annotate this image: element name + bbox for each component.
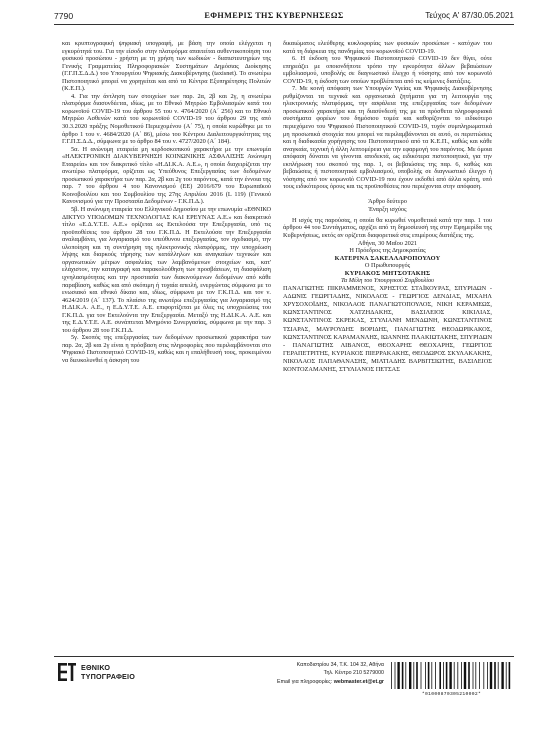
signing-date: Αθήνα, 30 Μαΐου 2021: [357, 239, 418, 247]
gazette-title: ΕΦΗΜΕΡΙΣ ΤΗΣ ΚΥΒΕΡΝΗΣΕΩΣ: [204, 11, 344, 20]
issue-number: Τεύχος A' 87/30.05.2021: [425, 11, 514, 20]
email-label: Email για πληροφορίες:: [277, 678, 333, 685]
president-name: ΚΑΤΕΡΙΝΑ ΣΑΚΕΛΛΑΡΟΠΟΥΛΟΥ: [334, 254, 441, 262]
header-divider: [54, 24, 514, 25]
paragraph: 5γ. Σκοπός της επεξεργασίας των δεδομένων προσωπικού χαρακτήρα των παρ. 2α, 2β και 2γ είναι η πρόσβαση στις πληροφορίες που περιλαμβάνονται στο Ψηφιακό Πιστοποιητικό COVID-19, καθώς και η επαλήθευσή τους, προκειμένου να διευκολυνθεί η άσκηση του: [62, 334, 271, 364]
barcode: [389, 661, 514, 697]
email-link[interactable]: webmaster.et@et.gr: [333, 678, 384, 685]
article-title: Άρθρο δεύτερο: [368, 197, 407, 205]
national-printing-office-logo-icon: [58, 663, 76, 681]
logo-text: [81, 663, 135, 681]
president-role: Η Πρόεδρος της Δημοκρατίας: [349, 247, 426, 255]
prime-minister-name: ΚΥΡΙΑΚΟΣ ΜΗΤΣΟΤΑΚΗΣ: [344, 269, 431, 277]
paragraph: 5β. Η ανώνυμη εταιρεία του Ελληνικού Δημοσίου με την επωνυμία «ΕΘΝΙΚΟ ΔΙΚΤΥΟ ΥΠΟΔΟΜΩΝ ΤΕΧΝΟΛΟΓΙΑΣ ΚΑΙ ΕΡΕΥΝΑΣ Α.Ε.» και διακριτικό τίτλο «Ε.Δ.Υ.Τ.Ε. Α.Ε.» ορίζεται ως Εκτελούσα την Επεξεργασία, υπό τις προϋποθέσεις του άρθρου 28 του Γ.Κ.Π.Δ. Η Εκτελούσα την Επεξεργασία αναλαμβάνει, για λογαριασμό του υπεύθυνου επεξεργασίας, τον σχεδιασμό, την υλοποίηση και τη συντήρηση της ηλεκτρονικής πλατφόρμας, την υποχρέωση λήψης και διαρκούς τήρησης των κατάλληλων και αναγκαίων τεχνικών και οργανωτικών μέτρων ασφαλείας των λαμβανόμενων στοιχείων και, κατ' ελάχιστον, την καταγραφή και παρακολούθηση των προσβάσεων, τη διασφάλιση ιχνηλασιμότητας και την προστασία των διακινούμενων δεδομένων από κάθε παραβίαση, καθώς και από σκόπιμη ή τυχαία απειλή, ενεργώντας σύμφωνα με το ενωσιακό και εθνικό δίκαιο και, ιδίως, σύμφωνα με τον Γ.Κ.Π.Δ. και τον ν. 4624/2019 (Α΄ 137). Το πλαίσιο της ανωτέρω επεξεργασίας για λογαριασμό της Η.ΔΙ.Κ.Α. Α.Ε., η Ε.Δ.Υ.Τ.Ε. Α.Ε. επιφορτίζεται με όλες τις υποχρεώσεις του Γ.Κ.Π.Δ. για τον Εκτελούντα την Επεξεργασία. Μεταξύ της Η.ΔΙ.Κ.Α. Α.Ε. και της Ε.Δ.Υ.Τ.Ε. Α.Ε. συνάπτεται Μνημόνιο Συνεργασίας, σύμφωνα με την παρ. 3 του άρθρου 28 του Γ.Κ.Π.Δ.: [62, 206, 271, 334]
paragraph: Η ισχύς της παρούσας, η οποία θα κυρωθεί νομοθετικά κατά την παρ. 1 του άρθρου 44 του Συντάγματος, αρχίζει από τη δημοσίευσή της στην Εφημερίδα της Κυβερνήσεως, εκτός αν ορίζεται διαφορετικά στις επιμέρους διατάξεις της.: [283, 216, 492, 240]
email-line: [224, 678, 384, 686]
page-header: [54, 11, 514, 25]
cabinet-members-heading: Τα Μέλη του Υπουργικού Συμβουλίου: [340, 277, 435, 285]
right-column: [283, 40, 492, 375]
paragraph: 4. Για την άντληση των στοιχείων των παρ. 2α, 2β και 2γ, η ανωτέρω πλατφόρμα διασυνδέεται, ιδίως, με το Εθνικό Μητρώο Εμβολιασμών κατά του κορωνοϊού COVID-19 του άρθρου 55 του ν. 4764/2020 (Α΄ 256) και το Εθνικό Μητρώο Ασθενών κατά του κορωνοϊού COVID-19 του άρθρου 29 της από 30.3.2020 πράξης Νομοθετικού Περιεχομένου (Α΄ 75), η οποία κυρώθηκε με το άρθρο 1 του ν. 4684/2020 (Α΄ 86), μέσω του Κέντρου Διαλειτουργικότητας της Γ.Γ.Π.Σ.Δ.Δ., σύμφωνα με το άρθρο 84 του ν. 4727/2020 (Α΄ 184).: [62, 92, 271, 146]
page-footer: [54, 659, 514, 717]
barcode-icon: [389, 661, 514, 691]
page-number: 7790: [54, 11, 74, 21]
article-subtitle: Έναρξη ισχύος: [368, 205, 407, 213]
logo-line: ΤΥΠΟΓΡΑΦΕΙΟ: [81, 672, 136, 681]
left-column: [62, 40, 271, 365]
prime-minister-role: Ο Πρωθυπουργός: [364, 262, 411, 270]
paragraph: δικαιώματος ελεύθερης κυκλοφορίας των φυσικών προσώπων - κατόχων του κατά τη διάρκεια της πανδημίας του κορωνοϊού COVID-19.: [283, 40, 492, 55]
barcode-number: *01000870305210002*: [421, 692, 482, 697]
paragraph: 7. Με κοινή απόφαση των Υπουργών Υγείας και Ψηφιακής Διακυβέρνησης ρυθμίζονται τα τεχνικά και οργανωτικά ζητήματα για τη λειτουργία της ηλεκτρονικής πλατφόρμας, την ασφάλεια της επεξεργασίας των δεδομένων προσωπικού χαρακτήρα και τη διασύνδεσή της με τα πρόσθετα πληροφοριακά συστήματα φορέων του δημόσιου τομέα και καθορίζονται το ειδικότερο περιεχόμενο του Ψηφιακού Πιστοποιητικού COVID-19, τυχόν συμπληρωματικά μη προσωπικά στοιχεία που μπορεί να περιλαμβάνονται σε αυτό, οι περιπτώσεις και η διαδικασία χορήγησης του Πιστοποιητικού από τα Κ.Ε.Π., καθώς και κάθε αναγκαία, τεχνική ή άλλη λεπτομέρεια για την εφαρμογή του παρόντος. Με όμοια απόφαση δύναται να γίνονται αποδεκτά, ως ειδικότερα πιστοποιητικά, για την εκπλήρωση του σκοπού της παρ. 1, οι βεβαιώσεις της παρ. 6, καθώς και βεβαιώσεις ή πιστοποιητικά εμβολιασμού, υποβολής σε διαγνωστικό έλεγχο ή νόσησης από τον κορωνοϊό COVID-19 που έχουν εκδοθεί από άλλα κράτη, υπό τους ειδικότερους όρους και τις προϋποθέσεις που περιέχονται στην απόφαση.: [283, 85, 492, 191]
address: Καποδιστρίου 34, Τ.Κ. 104 32, Αθήνα: [296, 662, 384, 668]
paragraph: 5α. Η ανώνυμη εταιρεία μη κερδοσκοπικού χαρακτήρα με την επωνυμία «ΗΛΕΚΤΡΟΝΙΚΗ ΔΙΑΚΥΒΕΡΝΗΣΗ ΚΟΙΝΩΝΙΚΗΣ ΑΣΦΑΛΙΣΗΣ Ανώνυμη Εταιρεία» και τον διακριτικό τίτλο «Η.ΔΙ.Κ.Α. Α.Ε.», η οποία διαχειρίζεται την ανωτέρω πλατφόρμα, ορίζεται ως Υπεύθυνος Επεξεργασίας των δεδομένων προσωπικού χαρακτήρα των παρ. 2α, 2β και 2γ του παρόντος, κατά την έννοια της παρ. 7 του άρθρου 4 του Κανονισμού (ΕΕ) 2016/679 του Ευρωπαϊκού Κοινοβουλίου και του Συμβουλίου της 27ης Απριλίου 2016 (L 119) (Γενικού Κανονισμού για την Προστασία Δεδομένων - Γ.Κ.Π.Δ.).: [62, 145, 272, 206]
contact-info: [224, 661, 384, 686]
phone: Τηλ. Κέντρο 210 5279000: [323, 670, 384, 677]
paragraph: και κρυπτογραφική ψηφιακή υπογραφή, με βάση την οποία ελέγχεται η εγκυρότητά του. Για την είσοδο στην πλατφόρμα απαιτείται αυθεντικοποίηση του φυσικού προσώπου - χρήστη με τη χρήση των κωδικών - διαπιστευτηρίων της Γενικής Γραμματείας Πληροφοριακών Συστημάτων Δημόσιας Διοίκησης (Γ.Γ.Π.Σ.Δ.Δ.) του Υπουργείου Ψηφιακής Διακυβέρνησης (taxisnet). Το ανωτέρω Πιστοποιητικό μπορεί να χορηγείται και από τα Κέντρα Εξυπηρέτησης Πολιτών (Κ.Ε.Π.).: [62, 40, 271, 93]
logo-line: ΕΘΝΙΚΟ: [81, 663, 111, 672]
cabinet-members-list: ΠΑΝΑΓΙΩΤΗΣ ΠΙΚΡΑΜΜΕΝΟΣ, ΧΡΗΣΤΟΣ ΣΤΑΪΚΟΥΡΑΣ, ΣΠΥΡΙΔΩΝ - ΑΔΩΝΙΣ ΓΕΩΡΓΙΑΔΗΣ, ΝΙΚΟΛΑΟΣ - ΓΕΩΡΓΙΟΣ ΔΕΝΔΙΑΣ, ΜΙΧΑΗΛ ΧΡΥΣΟΧΟΪΔΗΣ, ΝΙΚΟΛΑΟΣ ΠΑΝΑΓΙΩΤΟΠΟΥΛΟΣ, ΝΙΚΗ ΚΕΡΑΜΕΩΣ, ΚΩΝΣΤΑΝΤΙΝΟΣ ΧΑΤΖΗΔΑΚΗΣ, ΒΑΣΙΛΕΙΟΣ ΚΙΚΙΛΙΑΣ, ΚΩΝΣΤΑΝΤΙΝΟΣ ΣΚΡΕΚΑΣ, ΣΤΥΛΙΑΝΗ ΜΕΝΔΩΝΗ, ΚΩΝΣΤΑΝΤΙΝΟΣ ΤΣΙΑΡΑΣ, ΜΑΥΡΟΥΔΗΣ ΒΟΡΙΔΗΣ, ΠΑΝΑΓΙΩΤΗΣ ΘΕΟΔΩΡΙΚΑΚΟΣ, ΚΩΝΣΤΑΝΤΙΝΟΣ ΚΑΡΑΜΑΝΛΗΣ, ΙΩΑΝΝΗΣ ΠΛΑΚΙΩΤΑΚΗΣ, ΣΠΥΡΙΔΩΝ - ΠΑΝΑΓΙΩΤΗΣ ΛΙΒΑΝΟΣ, ΘΕΟΧΑΡΗΣ ΘΕΟΧΑΡΗΣ, ΓΕΩΡΓΙΟΣ ΓΕΡΑΠΕΤΡΙΤΗΣ, ΚΥΡΙΑΚΟΣ ΠΙΕΡΡΑΚΑΚΗΣ, ΘΕΟΔΩΡΟΣ ΣΚΥΛΑΚΑΚΗΣ, ΝΙΚΟΛΑΟΣ ΠΑΠΑΘΑΝΑΣΗΣ, ΜΙΛΤΙΑΔΗΣ ΒΑΡΒΙΤΣΙΩΤΗΣ, ΒΑΣΙΛΕΙΟΣ ΚΟΝΤΟΖΑΜΑΝΗΣ, ΣΤΥΛΙΑΝΟΣ ΠΕΤΣΑΣ: [283, 284, 492, 374]
footer-divider: [54, 656, 514, 657]
paragraph: 6. Η έκδοση του Ψηφιακού Πιστοποιητικού COVID-19 δεν θίγει, ούτε επηρεάζει με οποιονδήποτε τρόπο την εγκυρότητα άλλων βεβαιώσεων εμβολιασμού, υποβολής σε διαγνωστικό έλεγχο ή νόσησης από τον κορωνοϊό COVID-19, η έκδοση των οποίων προβλέπεται από τις κείμενες διατάξεις.: [283, 55, 492, 85]
